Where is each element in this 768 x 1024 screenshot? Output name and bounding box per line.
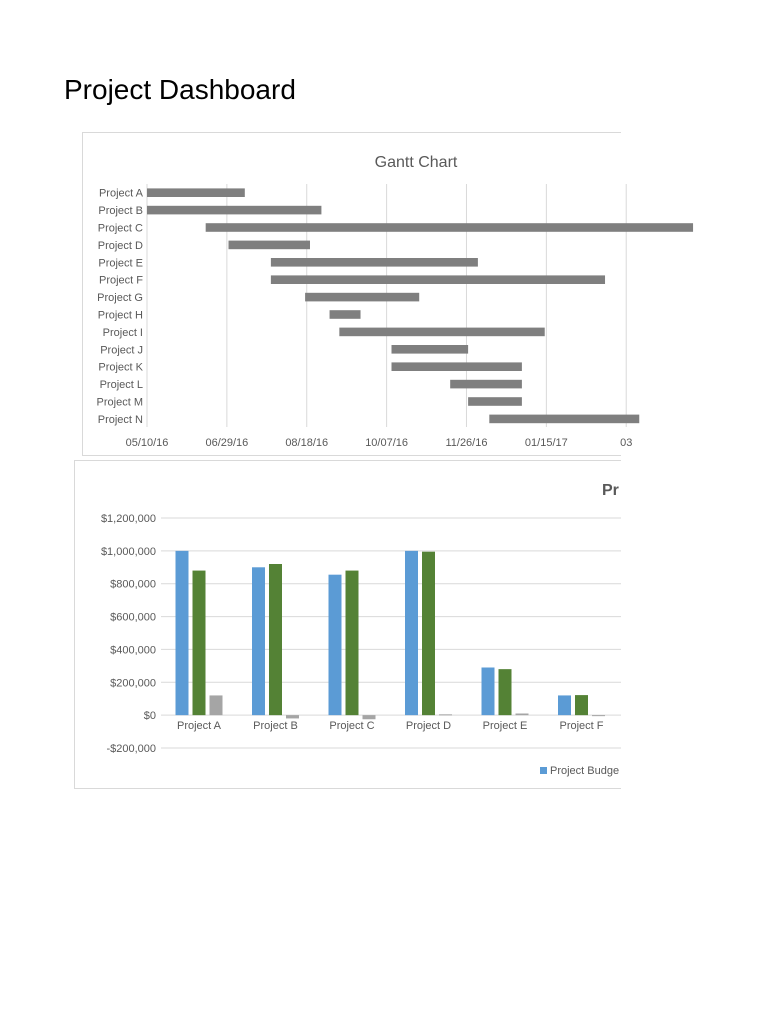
gantt-y-tick-label: Project A bbox=[98, 187, 143, 200]
gantt-x-tick-label: 06/29/16 bbox=[205, 437, 249, 449]
budget-y-tick-label: $0 bbox=[143, 710, 156, 723]
gantt-chart-panel[interactable] bbox=[82, 132, 633, 456]
budget-y-tick-label: $1,200,000 bbox=[100, 513, 156, 525]
budget-y-tick-label: $600,000 bbox=[110, 611, 156, 624]
budget-bar[interactable] bbox=[575, 695, 588, 715]
gantt-y-tick-label: Project B bbox=[98, 205, 143, 218]
budget-bar[interactable] bbox=[592, 715, 605, 716]
gantt-bar[interactable] bbox=[229, 241, 311, 250]
gantt-x-tick-label: 11/26/16 bbox=[445, 437, 488, 449]
budget-bar[interactable] bbox=[405, 551, 418, 715]
budget-bar[interactable] bbox=[269, 564, 282, 715]
budget-x-tick-label: Project D bbox=[405, 720, 452, 732]
gantt-x-tick-label: 10/07/16 bbox=[365, 437, 409, 449]
page-title: Project Dashboard bbox=[64, 74, 296, 105]
budget-bar[interactable] bbox=[346, 571, 359, 716]
gantt-bar[interactable] bbox=[450, 380, 522, 389]
gantt-bar[interactable] bbox=[271, 258, 478, 267]
budget-y-tick-label: -$200,000 bbox=[106, 743, 156, 755]
gantt-bar[interactable] bbox=[489, 415, 639, 424]
budget-chart-svg bbox=[75, 461, 621, 788]
budget-bar[interactable] bbox=[286, 715, 299, 718]
budget-y-tick-label: $400,000 bbox=[110, 644, 156, 657]
budget-bar[interactable] bbox=[482, 668, 495, 716]
budget-bar[interactable] bbox=[363, 715, 376, 719]
budget-bar[interactable] bbox=[252, 567, 265, 715]
legend-label-budget: Project Budge bbox=[550, 765, 620, 777]
gantt-bar[interactable] bbox=[305, 293, 419, 302]
gantt-x-tick-label: 05/10/16 bbox=[125, 437, 169, 449]
budget-bar[interactable] bbox=[499, 669, 512, 715]
budget-y-tick-label: $1,000,000 bbox=[100, 545, 156, 558]
gantt-x-tick-label: 03 bbox=[620, 437, 633, 449]
gantt-bar[interactable] bbox=[392, 362, 522, 371]
budget-x-tick-label: Project B bbox=[253, 720, 298, 732]
budget-y-tick-label: $800,000 bbox=[110, 578, 156, 591]
gantt-y-tick-label: Project G bbox=[97, 292, 143, 305]
gantt-y-tick-label: Project C bbox=[97, 222, 143, 235]
gantt-chart-svg bbox=[83, 133, 633, 455]
gantt-bar[interactable] bbox=[468, 397, 522, 406]
gantt-chart-title: Gantt Chart bbox=[374, 154, 458, 171]
gantt-bar[interactable] bbox=[392, 345, 469, 354]
gantt-y-tick-label: Project I bbox=[102, 326, 143, 339]
gantt-bar[interactable] bbox=[147, 188, 245, 197]
gantt-x-tick-label: 01/15/17 bbox=[524, 437, 568, 449]
budget-x-tick-label: Project E bbox=[482, 720, 528, 732]
gantt-y-tick-label: Project F bbox=[98, 274, 143, 287]
budget-chart-panel[interactable] bbox=[74, 460, 621, 789]
gantt-bar[interactable] bbox=[206, 223, 693, 232]
gantt-y-tick-label: Project L bbox=[99, 379, 143, 392]
budget-bar[interactable] bbox=[176, 551, 189, 715]
gantt-y-tick-label: Project N bbox=[97, 413, 143, 426]
budget-x-tick-label: Project F bbox=[559, 720, 604, 732]
budget-chart-title: Pr bbox=[602, 482, 619, 499]
budget-bar[interactable] bbox=[516, 714, 529, 716]
gantt-bar[interactable] bbox=[339, 328, 544, 337]
budget-bar[interactable] bbox=[329, 575, 342, 715]
budget-bar[interactable] bbox=[210, 695, 223, 715]
budget-bar[interactable] bbox=[422, 552, 435, 715]
gantt-y-tick-label: Project D bbox=[97, 239, 143, 252]
legend-swatch-budget bbox=[540, 767, 547, 774]
budget-bar[interactable] bbox=[439, 714, 452, 715]
gantt-bar[interactable] bbox=[147, 206, 321, 215]
gantt-y-tick-label: Project M bbox=[96, 396, 143, 409]
gantt-y-tick-label: Project E bbox=[98, 257, 143, 270]
gantt-y-tick-label: Project H bbox=[97, 309, 143, 322]
budget-x-tick-label: Project A bbox=[176, 720, 222, 732]
gantt-bar[interactable] bbox=[271, 275, 605, 284]
budget-bar[interactable] bbox=[558, 695, 571, 715]
budget-bar[interactable] bbox=[193, 571, 206, 716]
gantt-x-tick-label: 08/18/16 bbox=[285, 437, 329, 449]
gantt-y-tick-label: Project K bbox=[98, 361, 143, 374]
budget-x-tick-label: Project C bbox=[329, 720, 375, 732]
gantt-y-tick-label: Project J bbox=[100, 344, 143, 357]
budget-y-tick-label: $200,000 bbox=[110, 677, 156, 690]
gantt-bar[interactable] bbox=[330, 310, 361, 319]
